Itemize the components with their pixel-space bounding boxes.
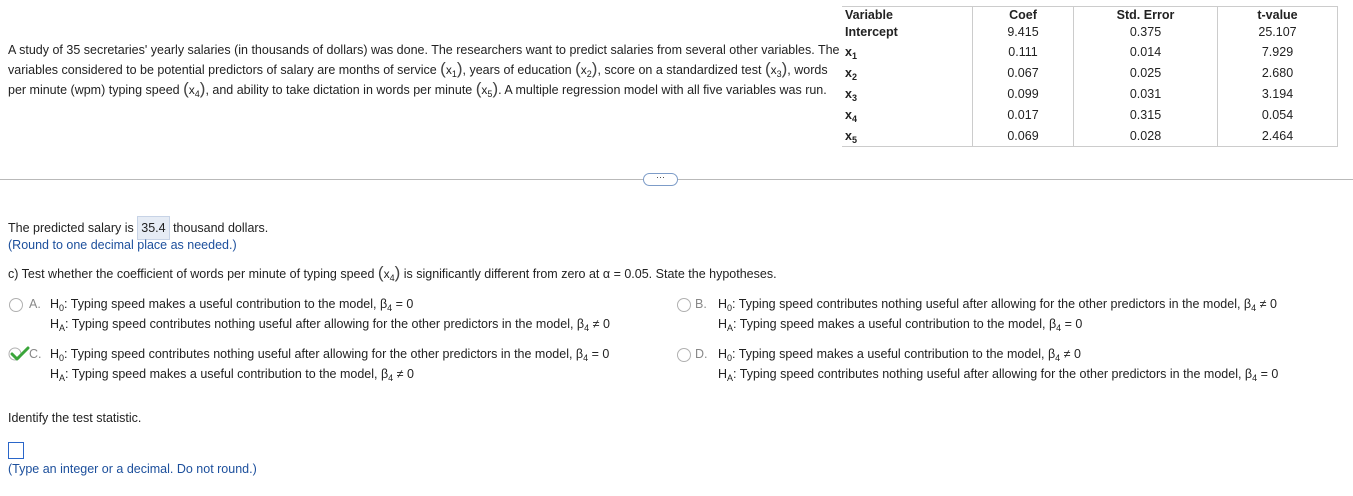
table-row [842, 41, 1338, 62]
row-variable: Intercept [845, 25, 898, 39]
row-coef: 0.069 [973, 125, 1074, 147]
row-std-error: 0.028 [1074, 125, 1218, 147]
row-variable: $x_5$ [842, 125, 973, 147]
var-x3: $x_3$ [770, 63, 782, 79]
table-row [842, 104, 1338, 125]
var-x5: $x_5$ [481, 83, 493, 99]
header-t-value: t-value [1218, 7, 1338, 24]
table-row [842, 83, 1338, 104]
row-t-value: 25.107 [1218, 23, 1338, 41]
correct-check-icon [8, 346, 30, 362]
row-coef: 0.017 [973, 104, 1074, 125]
regression-table [842, 6, 1338, 147]
predicted-salary-answer: 35.4 [137, 216, 169, 240]
row-variable: $x_2$ [845, 65, 857, 82]
row-std-error: 0.031 [1074, 83, 1218, 104]
option-a-letter[interactable]: A. [29, 297, 41, 311]
row-t-value: 2.464 [1218, 125, 1338, 147]
row-std-error: 0.025 [1074, 62, 1218, 83]
row-variable: $x_4$ [845, 107, 857, 124]
part-c-question: c) Test whether the coefficient of words per minute of typing speed $(x_4)$ is significantly different from zero at α = 0.05. State the hypotheses. [8, 263, 777, 283]
test-stat-input[interactable] [8, 442, 24, 459]
row-coef: 0.111 [973, 41, 1074, 62]
option-a-radio[interactable] [9, 298, 23, 312]
option-c-letter[interactable]: C. [29, 347, 42, 361]
test-stat-hint: (Type an integer or a decimal. Do not round.) [8, 462, 257, 476]
var-x1: $x_1$ [445, 63, 457, 79]
row-std-error: 0.375 [1074, 23, 1218, 41]
row-t-value: 2.680 [1218, 62, 1338, 83]
option-b-text[interactable] [718, 294, 1277, 334]
option-c-radio-checked[interactable] [8, 346, 30, 365]
option-c-ha: $H_A$: Typing speed makes a useful contribution to the model, $\beta_4 \ne 0$ [50, 367, 414, 383]
option-b-letter[interactable]: B. [695, 297, 707, 311]
var-x4: $x_4$ [188, 83, 200, 99]
option-a-text[interactable] [50, 294, 610, 334]
table-row [842, 23, 1338, 41]
option-d-ha: $H_A$: Typing speed contributes nothing useful after allowing for the other predictors in the model, $\beta_4 = 0$ [718, 367, 1279, 383]
row-variable: $x_3$ [845, 86, 857, 103]
row-t-value: 0.054 [1218, 104, 1338, 125]
header-coef: Coef [973, 7, 1074, 24]
option-d-radio[interactable] [677, 348, 691, 362]
option-d-text[interactable] [718, 344, 1278, 384]
predicted-salary-line: The predicted salary is 35.4 thousand dollars. [8, 216, 268, 240]
header-std-error: Std. Error [1074, 7, 1218, 24]
option-b-ha: $H_A$: Typing speed makes a useful contribution to the model, $\beta_4 = 0$ [718, 317, 1083, 333]
more-button[interactable]: ··· [643, 173, 678, 186]
table-row [842, 62, 1338, 83]
option-c-text[interactable] [50, 344, 609, 384]
row-t-value: 7.929 [1218, 41, 1338, 62]
row-std-error: 0.315 [1074, 104, 1218, 125]
option-b-radio[interactable] [677, 298, 691, 312]
table-row [842, 125, 1338, 147]
problem-intro: A study of 35 secretaries' yearly salaries (in thousands of dollars) was done. The researchers want to predict salaries from several other variables. The variables considered to be potential predictors of salary are months of service $(x_1)$, years of education $(x_2)$, score on a standardized test $(x_3)$, words per minute (wpm) typing speed $(x_4)$, and ability to take dictation in words per minute $(x_5)$. A multiple regression model with all five variables was run. [8, 43, 840, 99]
option-c-h0: $H_0$: Typing speed contributes nothing useful after allowing for the other predictors in the model, $\beta_4 = 0$ [50, 347, 610, 363]
row-variable: $x_1$ [845, 44, 857, 61]
test-stat-prompt: Identify the test statistic. [8, 411, 142, 425]
var-x2: $x_2$ [580, 63, 592, 79]
option-d-h0: $H_0$: Typing speed makes a useful contribution to the model, $\beta_4 \ne 0$ [718, 347, 1081, 363]
round-hint: (Round to one decimal place as needed.) [8, 238, 237, 252]
row-coef: 9.415 [973, 23, 1074, 41]
table-header-row [842, 7, 1338, 24]
option-b-h0: $H_0$: Typing speed contributes nothing useful after allowing for the other predictors in the model, $\beta_4 \ne 0$ [718, 297, 1277, 313]
option-a-h0: $H_0$: Typing speed makes a useful contribution to the model, $\beta_4 = 0$ [50, 297, 414, 313]
row-coef: 0.067 [973, 62, 1074, 83]
option-a-ha: $H_A$: Typing speed contributes nothing useful after allowing for the other predictors in the model, $\beta_4 \ne 0$ [50, 317, 610, 333]
header-variable: Variable [842, 7, 973, 24]
row-coef: 0.099 [973, 83, 1074, 104]
option-d-letter[interactable]: D. [695, 347, 708, 361]
row-t-value: 3.194 [1218, 83, 1338, 104]
row-std-error: 0.014 [1074, 41, 1218, 62]
